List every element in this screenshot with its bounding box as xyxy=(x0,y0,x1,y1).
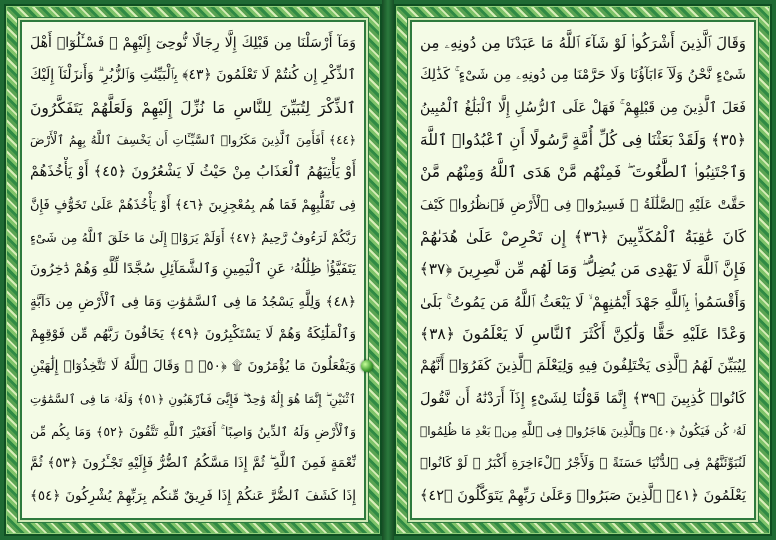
left-line-4: ﴿٤٤﴾ أَفَأَمِنَ ٱلَّذِينَ مَكَرُوا۟ ٱلسَّيِّـَٔاتِ أَن يَخْسِفَ ٱللَّهُ بِهِمُ ٱلْأَرْضَ xyxy=(30,133,356,148)
left-line-14: نِّعْمَةٍ فَمِنَ ٱللَّهِ ۖ ثُمَّ إِذَا مَسَّكُمُ ٱلضُّرُّ فَإِلَيْهِ تَجْـَٔرُونَ ﴿٥٣﴾ ثُمَّ xyxy=(30,455,356,472)
right-line-1: وَقَالَ ٱلَّذِينَ أَشْرَكُوا۟ لَوْ شَآءَ ٱللَّهُ مَا عَبَدْنَا مِن دُونِهِۦ مِن xyxy=(420,34,746,52)
right-page-text-frame xyxy=(410,20,756,520)
left-page[interactable] xyxy=(4,4,382,536)
right-line-6: حَقَّتْ عَلَيْهِ ٱلضَّلَٰلَةُ ۚ فَسِيرُوا۟ فِى ٱلْأَرْضِ فَٱنظُرُوا۟ كَيْفَ xyxy=(420,196,746,213)
green-bead-icon[interactable] xyxy=(361,360,373,372)
left-line-2: ٱلذِّكْرِ إِن كُنتُمْ لَا تَعْلَمُونَ ﴿٤٣﴾ بِٱلْبَيِّنَٰتِ وَٱلزُّبُرِ ۗ وَأَنزَلْنَآ إِلَيْكَ xyxy=(30,67,356,84)
right-line-4: ﴿٣٥﴾ وَلَقَدْ بَعَثْنَا فِى كُلِّ أُمَّةٍ رَّسُولًا أَنِ ٱعْبُدُوا۟ ٱللَّهَ xyxy=(420,131,746,150)
left-line-1: وَمَآ أَرْسَلْنَا مِن قَبْلِكَ إِلَّا رِجَالًا نُّوحِىٓ إِلَيْهِمْ ۚ فَسْـَٔلُوٓا۟ أَهْلَ xyxy=(30,35,356,51)
right-line-10: وَعْدًا عَلَيْهِ حَقًّا وَلَٰكِنَّ أَكْثَرَ ٱلنَّاسِ لَا يَعْلَمُونَ ﴿٣٨﴾ xyxy=(420,325,746,344)
right-line-12: كَانُوا۟ كَٰذِبِينَ ﴿٣٩﴾ إِنَّمَا قَوْلُنَا لِشَىْءٍ إِذَآ أَرَدْنَٰهُ أَن نَّقُولَ xyxy=(420,390,746,407)
right-line-9: وَأَقْسَمُوا۟ بِٱللَّهِ جَهْدَ أَيْمَٰنِهِمْ ۙ لَا يَبْعَثُ ٱللَّهُ مَن يَمُوتُ ۚ بَلَىٰ xyxy=(420,292,746,311)
left-line-9: ﴿٤٨﴾ وَلِلَّهِ يَسْجُدُ مَا فِى ٱلسَّمَٰوَٰتِ وَمَا فِى ٱلْأَرْضِ مِن دَآبَّةٍ xyxy=(30,293,356,310)
right-line-7: كَانَ عَٰقِبَةُ ٱلْمُكَذِّبِينَ ﴿٣٦﴾ إِن تَحْرِصْ عَلَىٰ هُدَىٰهُمْ xyxy=(420,228,746,247)
left-line-15: إِذَا كَشَفَ ٱلضُّرَّ عَنكُمْ إِذَا فَرِيقٌ مِّنكُم بِرَبِّهِمْ يُشْرِكُونَ ﴿٥٤﴾ xyxy=(30,487,356,504)
left-line-11: وَيَفْعَلُونَ مَا يُؤْمَرُونَ ۩ ﴿٥٠﴾ ۞ وَقَالَ ٱللَّهُ لَا تَتَّخِذُوٓا۟ إِلَٰهَيْنِ xyxy=(30,358,356,375)
left-page-text-frame xyxy=(20,20,366,520)
right-line-13: لَهُۥ كُن فَيَكُونُ ﴿٤٠﴾ وَٱلَّذِينَ هَاجَرُوا۟ فِى ٱللَّهِ مِنۢ بَعْدِ مَا ظُلِمُوا۟ xyxy=(420,424,746,439)
left-line-5: أَوْ يَأْتِيَهُمُ ٱلْعَذَابُ مِنْ حَيْثُ لَا يَشْعُرُونَ ﴿٤٥﴾ أَوْ يَأْخُذَهُمْ xyxy=(30,164,356,181)
right-line-5: وَٱجْتَنِبُوا۟ ٱلطَّٰغُوتَ ۖ فَمِنْهُم مَّنْ هَدَى ٱللَّهُ وَمِنْهُم مَّنْ xyxy=(420,163,746,182)
right-line-2: شَىْءٍ نَّحْنُ وَلَآ ءَابَآؤُنَا وَلَا حَرَّمْنَا مِن دُونِهِۦ مِن شَىْءٍ ۚ كَذَٰلِكَ xyxy=(420,67,746,84)
left-line-7: رَبَّكُمْ لَرَءُوفٌ رَّحِيمٌ ﴿٤٧﴾ أَوَلَمْ يَرَوْا۟ إِلَىٰ مَا خَلَقَ ٱللَّهُ مِن شَىْءٍ xyxy=(30,230,356,246)
right-line-15: يَعْلَمُونَ ﴿٤١﴾ ٱلَّذِينَ صَبَرُوا۟ وَعَلَىٰ رَبِّهِمْ يَتَوَكَّلُونَ ﴿٤٢﴾ xyxy=(420,487,746,504)
book-spine xyxy=(382,0,394,540)
left-line-6: فِى تَقَلُّبِهِمْ فَمَا هُم بِمُعْجِزِينَ ﴿٤٦﴾ أَوْ يَأْخُذَهُمْ عَلَىٰ تَخَوُّفٍ فَإِنَّ xyxy=(30,197,356,213)
right-line-14: لَنُبَوِّئَنَّهُمْ فِى ٱلدُّنْيَا حَسَنَةً ۖ وَلَأَجْرُ ٱلْءَاخِرَةِ أَكْبَرُ ۚ لَوْ كَانُوا۟ xyxy=(420,456,746,472)
right-line-11: لِيُبَيِّنَ لَهُمُ ٱلَّذِى يَخْتَلِفُونَ فِيهِ وَلِيَعْلَمَ ٱلَّذِينَ كَفَرُوٓا۟ أَنَّهُمْ xyxy=(420,358,746,375)
right-line-8: فَإِنَّ ٱللَّهَ لَا يَهْدِى مَن يُضِلُّ ۖ وَمَا لَهُم مِّن نَّٰصِرِينَ ﴿٣٧﴾ xyxy=(420,260,746,279)
left-line-10: وَٱلْمَلَٰٓئِكَةُ وَهُمْ لَا يَسْتَكْبِرُونَ ﴿٤٩﴾ يَخَافُونَ رَبَّهُم مِّن فَوْقِهِمْ xyxy=(30,326,356,343)
left-line-13: وَٱلْأَرْضِ وَلَهُ ٱلدِّينُ وَاصِبًا ۚ أَفَغَيْرَ ٱللَّهِ تَتَّقُونَ ﴿٥٢﴾ وَمَا بِكُم مِّن xyxy=(30,424,356,440)
left-line-3: ٱلذِّكْرَ لِتُبَيِّنَ لِلنَّاسِ مَا نُزِّلَ إِلَيْهِمْ وَلَعَلَّهُمْ يَتَفَكَّرُونَ xyxy=(30,98,356,117)
left-line-8: يَتَفَيَّؤُا۟ ظِلَٰلُهُۥ عَنِ ٱلْيَمِينِ وَٱلشَّمَآئِلِ سُجَّدًا لِّلَّهِ وَهُمْ دَٰخِرُونَ xyxy=(30,261,356,278)
right-page[interactable] xyxy=(394,4,772,536)
right-line-3: فَعَلَ ٱلَّذِينَ مِن قَبْلِهِمْ ۚ فَهَلْ عَلَى ٱلرُّسُلِ إِلَّا ٱلْبَلَٰغُ ٱلْمُبِينُ xyxy=(420,99,746,116)
left-line-12: ٱثْنَيْنِ ۖ إِنَّمَا هُوَ إِلَٰهٌ وَٰحِدٌ ۖ فَإِيَّٰىَ فَٱرْهَبُونِ ﴿٥١﴾ وَلَهُۥ مَا فِى ٱلسَّمَٰوَٰتِ xyxy=(30,391,356,406)
